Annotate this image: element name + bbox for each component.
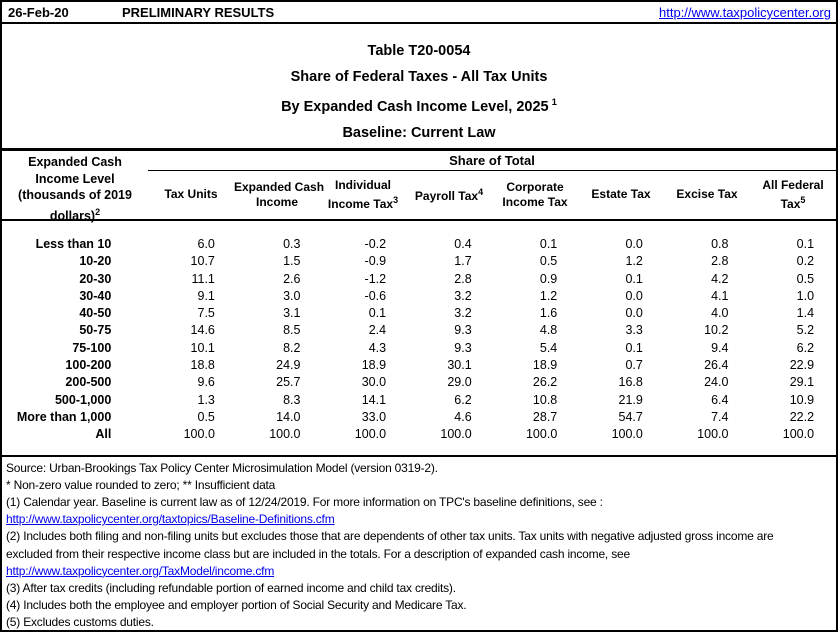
income-level-column-header [2,151,148,223]
income-header-line1: Expanded Cash [28,155,122,169]
table-cell: 29.0 [447,375,472,390]
table-cell: 100.0 [354,427,387,442]
table-cell: 0.4 [454,237,472,251]
table-cell: 29.1 [789,375,815,390]
table-cell: 9.6 [197,375,215,390]
col-header-excise-tax [664,187,750,202]
top-bar [2,2,836,24]
table-cell: 1.4 [796,306,815,321]
table-row [2,288,836,305]
col-header-text-inner: Tax [780,196,801,211]
table-cell: 8.3 [283,392,301,407]
table-cell: 26.2 [532,375,558,390]
col-header-text: All Federal [762,177,824,192]
row-label: 200-500 [65,375,112,390]
table-cell: 25.7 [276,375,301,390]
footnote-2-line1: (2) Includes both filing and non-filing units but excludes those that are dependents of other tax units. Tax units with negative adjusted gross income are [6,529,774,544]
table-row [2,305,836,322]
table-cell: 0.9 [539,271,558,286]
table-cell: 1.5 [283,254,301,269]
table-cell: 10.9 [789,392,815,407]
col-header-text: Income [255,194,298,209]
footnote-ref-4: 4 [478,187,484,197]
table-cell: -0.6 [364,288,387,303]
table-cell: 100.0 [269,427,301,442]
table-cell: 21.9 [618,392,643,407]
table-cell: 18.8 [190,358,215,373]
share-of-total-label: Share of Total [148,151,836,171]
table-cell: 4.1 [711,288,729,303]
table-cell: 9.3 [454,340,472,355]
income-header-line4-text: dollars) [49,208,96,223]
table-cell: 0.5 [539,254,558,269]
footnote-ref-3: 3 [393,194,399,205]
table-cell: 100.0 [611,427,643,442]
table-cell: 0.5 [197,409,215,424]
table-cell: 24.0 [704,375,729,390]
table-row-total [2,426,836,443]
column-headers-row [148,171,836,218]
table-cell: 10.1 [190,340,215,355]
date-label: 26-Feb-20 [8,5,69,20]
table-cell: 22.9 [789,358,815,373]
col-header-tax-units [148,187,234,202]
col-header-text: Corporate [506,179,564,194]
col-header-text [406,185,492,204]
table-cell: 22.2 [789,409,815,424]
table-cell: 1.7 [454,254,472,269]
table-cell: 14.0 [276,409,301,424]
table-cell: 2.8 [454,271,472,286]
col-header-text: Excise Tax [676,187,738,201]
table-cell: 9.4 [711,340,729,355]
footnote-1: (1) Calendar year. Baseline is current law as of 12/24/2019. For more information on TPC's baseline definitions, see : [6,494,603,509]
income-definition-link[interactable]: http://www.taxpolicycenter.org/TaxModel/income.cfm [6,563,275,578]
table-cell: 5.2 [796,323,815,338]
row-label: 50-75 [79,323,112,338]
table-cell: 7.4 [711,409,729,424]
col-header-text-inner: Income Tax [327,196,394,211]
baseline-title: Baseline: Current Law [342,124,496,141]
footnote-2-line2: excluded from their respective income class but are included in the totals. For a description of expanded cash income, see [6,546,630,561]
table-row [2,409,836,426]
table-cell: 4.8 [539,323,558,338]
row-label: 500-1,000 [54,392,112,407]
table-row [2,340,836,357]
col-header-text: Individual [334,177,391,192]
col-header-text: Estate Tax [591,187,651,201]
table-cell: 3.0 [283,288,301,303]
row-label: 100-200 [65,358,112,373]
col-header-text-inner: Payroll Tax [414,189,479,203]
table-cell: 3.2 [454,306,472,321]
income-header-line4 [2,204,148,225]
table-cell: 14.6 [190,323,215,338]
table-cell: 18.9 [361,358,387,373]
table-cell: 2.4 [368,323,387,338]
table-row [2,374,836,391]
table-cell: -1.2 [364,271,387,286]
table-cell: 0.7 [625,358,643,373]
col-header-text [750,193,836,212]
col-header-all-federal-tax [750,178,836,212]
col-header-text: Income Tax [502,194,568,209]
table-cell: 6.2 [454,392,472,407]
table-row [2,392,836,409]
footnote-4: (4) Includes both the employee and employer portion of Social Security and Medicare Tax. [6,598,467,613]
table-cell: 0.5 [796,271,815,286]
table-cell: 0.1 [539,237,558,251]
row-label: Less than 10 [35,237,112,251]
table-cell: 9.1 [197,288,215,303]
table-cell: 4.3 [368,340,387,355]
table-cell: 7.5 [197,306,215,321]
col-header-estate-tax [578,187,664,202]
col-header-payroll-tax [406,185,492,204]
table-cell: 10.8 [532,392,558,407]
table-cell: 1.2 [539,288,558,303]
preliminary-results-label: PRELIMINARY RESULTS [122,5,275,20]
table-cell: 14.1 [361,392,387,407]
table-cell: 2.8 [711,254,729,269]
table-row [2,253,836,270]
table-cell: 3.3 [625,323,643,338]
table-cell: 0.2 [796,254,815,269]
table-cell: 100.0 [782,427,815,442]
col-header-text [320,193,406,212]
footnote-ref-2: 2 [95,206,101,217]
title-block [2,24,836,148]
row-label: 10-20 [79,254,112,269]
table-cell: 1.2 [625,254,643,269]
row-label: 30-40 [79,288,112,303]
col-header-individual-income-tax [320,178,406,212]
table-cell: 0.1 [625,271,643,286]
table-cell: 100.0 [440,427,472,442]
table-cell: 6.2 [796,340,815,355]
table-cell: 4.6 [454,409,472,424]
table-cell: 0.0 [625,288,643,303]
table-row [2,357,836,374]
table-row [2,236,836,253]
table-level-title [2,90,836,120]
table-cell: 10.2 [704,323,729,338]
col-header-text: Tax Units [164,187,218,201]
table-cell: 16.8 [618,375,643,390]
table-cell: 100.0 [697,427,729,442]
income-header-line2: Income Level [35,171,115,186]
footnote-3: (3) After tax credits (including refundable portion of earned income and child tax credits). [6,580,456,595]
table-cell: 1.0 [796,288,815,303]
row-label: 20-30 [79,271,112,286]
baseline-definitions-link[interactable]: http://www.taxpolicycenter.org/taxtopics/Baseline-Definitions.cfm [6,512,335,527]
col-header-expanded-cash-income [234,179,325,210]
row-label: 40-50 [79,306,112,321]
symbols-note: * Non-zero value rounded to zero; ** Insufficient data [6,477,276,492]
table-cell: 4.2 [711,271,729,286]
table-row [2,271,836,288]
col-header-corporate-income-tax [492,180,578,210]
table-cell: 18.9 [532,358,558,373]
table-subject-title: Share of Federal Taxes - All Tax Units [290,69,548,85]
table-cell: 1.6 [539,306,558,321]
table-cell: 0.1 [625,340,643,355]
table-cell: 10.7 [190,254,215,269]
table-cell: 5.4 [539,340,558,355]
data-table [2,148,836,457]
table-level-title-text: By Expanded Cash Income Level, 2025 [281,98,549,115]
table-cell: 8.5 [283,323,301,338]
row-label: All [95,427,112,442]
table-cell: 0.1 [796,237,815,251]
table-cell: 33.0 [361,409,387,424]
table-cell: 9.3 [454,323,472,338]
table-cell: 0.0 [625,306,643,321]
table-cell: 0.0 [625,237,643,251]
table-header [2,151,836,221]
table-cell: -0.2 [364,237,387,251]
table-cell: 28.7 [532,409,558,424]
table-cell: -0.9 [364,254,387,269]
table-cell: 3.2 [454,288,472,303]
table-cell: 100.0 [525,427,558,442]
source-note: Source: Urban-Brookings Tax Policy Center Microsimulation Model (version 0319-2). [6,460,438,475]
table-row [2,322,836,339]
table-cell: 0.1 [368,306,387,321]
table-cell: 54.7 [618,409,643,424]
table-cell: 1.3 [197,392,215,407]
table-cell: 6.4 [711,392,729,407]
footnotes-section [2,457,836,632]
table-body [2,221,836,457]
table-cell: 4.0 [711,306,729,321]
table-cell: 6.0 [197,237,215,251]
table-cell: 0.8 [711,237,729,251]
share-of-total-group [148,151,836,219]
footnote-ref-1: 1 [551,97,557,108]
taxpolicycenter-link[interactable]: http://www.taxpolicycenter.org [659,5,831,20]
table-cell: 100.0 [183,427,215,442]
table-cell: 0.3 [283,237,301,251]
row-label: More than 1,000 [16,409,112,424]
footnote-ref-5: 5 [800,194,806,205]
income-header-line3: (thousands of 2019 [18,188,132,202]
table-cell: 30.1 [447,358,472,373]
table-number-title: Table T20-0054 [367,43,471,59]
table-cell: 30.0 [361,375,387,390]
table-cell: 8.2 [283,340,301,355]
table-cell: 26.4 [704,358,729,373]
row-label: 75-100 [72,340,112,355]
table-cell: 24.9 [276,358,301,373]
footnote-5: (5) Excludes customs duties. [6,615,154,630]
table-cell: 2.6 [283,271,301,286]
table-cell: 11.1 [191,271,215,286]
table-cell: 3.1 [283,306,301,321]
col-header-text: Expanded Cash [234,179,325,194]
